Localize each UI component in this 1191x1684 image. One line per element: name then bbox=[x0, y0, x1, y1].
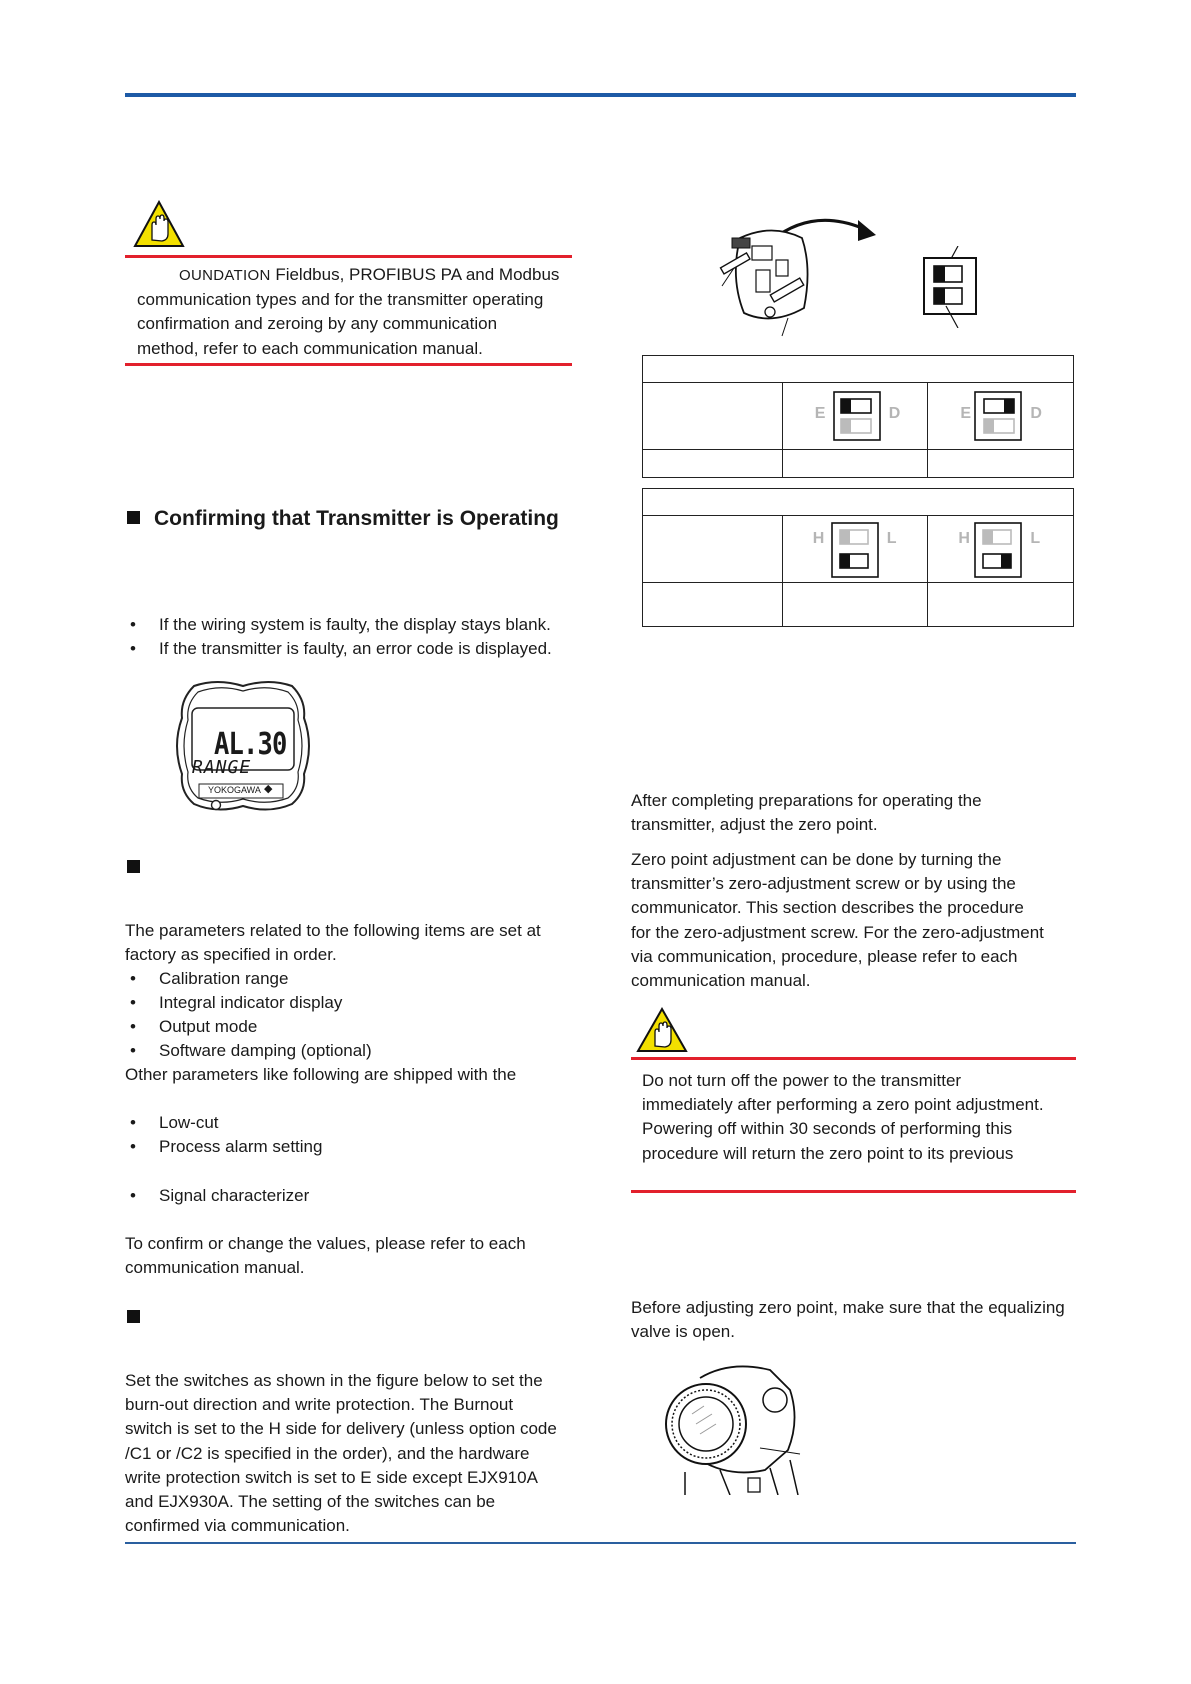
list-item: • Signal characterizer bbox=[130, 1186, 310, 1205]
lcd-display-figure bbox=[172, 678, 314, 814]
caution-top-rule bbox=[631, 1057, 1076, 1060]
zero-para-1: After completing preparations for operating the transmitter, adjust the zero point. bbox=[631, 791, 982, 835]
transmitter-figure bbox=[660, 1360, 810, 1495]
list-item: • Output mode bbox=[130, 1017, 258, 1036]
list-item: • Low-cut bbox=[130, 1113, 219, 1132]
lcd-message: RANGE bbox=[192, 757, 252, 778]
table-cell bbox=[643, 583, 783, 627]
list-item: • Integral indicator display bbox=[130, 993, 343, 1012]
switch-icon bbox=[833, 391, 881, 441]
list-item: • Process alarm setting bbox=[130, 1137, 323, 1156]
cpu-board-figure bbox=[712, 208, 882, 348]
list-item: • Calibration range bbox=[130, 969, 289, 988]
heading-parameters bbox=[127, 856, 154, 876]
footer-rule bbox=[125, 1542, 1076, 1544]
heading-transmitter-operating: Confirming that Transmitter is Operating bbox=[127, 507, 559, 531]
write-protection-table bbox=[642, 355, 1074, 478]
brand-label: YOKOGAWA bbox=[208, 785, 261, 795]
brand-diamond-icon: ◆ bbox=[264, 783, 273, 795]
table-cell bbox=[928, 583, 1074, 627]
switch-icon bbox=[831, 522, 879, 578]
table-header-row bbox=[643, 489, 1074, 516]
switches-text: Set the switches as shown in the figure below to set the burn-out direction and write protection. The Burnout switch is set to the H side for delivery (unless option code /C1 or /C2 is specified in the order), and the hardware write protection switch is set to E side except EJX910A and EJX930A. The setting of the switches can be confirmed via communication. bbox=[125, 1371, 557, 1536]
switch-detail-figure bbox=[922, 246, 982, 328]
switch-setting-h: H L bbox=[782, 516, 928, 583]
params-intro: The parameters related to the following items are set at factory as specified in order. bbox=[125, 921, 541, 965]
table-header-row bbox=[643, 356, 1074, 383]
zero-caution-text: Do not turn off the power to the transmitter immediately after performing a zero point adjustment. Powering off within 30 seconds of performing this procedure will return the zero point to its previous bbox=[642, 1071, 1044, 1163]
list-item: • If the wiring system is faulty, the display stays blank. bbox=[130, 615, 551, 634]
table-cell bbox=[643, 450, 783, 478]
heading-square-icon bbox=[127, 511, 140, 524]
table-cell bbox=[782, 450, 928, 478]
heading-switches bbox=[127, 1306, 154, 1326]
switch-setting-e: E D bbox=[782, 383, 928, 450]
caution-bottom-rule bbox=[125, 363, 572, 366]
zero-para-2: Zero point adjustment can be done by turning the transmitter’s zero-adjustment screw or by using the communicator. This section describes the procedure for the zero-adjustment screw. For the zero-adjustment via communication, procedure, please refer to each communication manual. bbox=[631, 850, 1044, 991]
header-rule bbox=[125, 93, 1076, 97]
heading-square-icon bbox=[127, 860, 140, 873]
caution-bottom-rule bbox=[631, 1190, 1076, 1193]
params-confirm: To confirm or change the values, please refer to each communication manual. bbox=[125, 1234, 526, 1278]
table-cell bbox=[928, 450, 1074, 478]
heading-square-icon bbox=[127, 1310, 140, 1323]
caution-oundation: OUNDATION bbox=[179, 267, 271, 284]
caution-hand-icon bbox=[133, 200, 185, 248]
list-item: • Software damping (optional) bbox=[130, 1041, 372, 1060]
caution-top-rule bbox=[125, 255, 572, 258]
list-item: • If the transmitter is faulty, an error code is displayed. bbox=[130, 639, 552, 658]
table-cell bbox=[643, 383, 783, 450]
switch-icon bbox=[974, 391, 1022, 441]
lcd-error-code: AL.30 bbox=[214, 727, 287, 762]
switch-setting-l: H L bbox=[928, 516, 1074, 583]
switch-setting-d: E D bbox=[928, 383, 1074, 450]
table-cell bbox=[643, 516, 783, 583]
params-other-intro: Other parameters like following are shipped with the bbox=[125, 1065, 517, 1084]
switch-icon bbox=[974, 522, 1022, 578]
equalizing-text: Before adjusting zero point, make sure that the equalizing valve is open. bbox=[631, 1298, 1065, 1342]
caution-hand-icon bbox=[636, 1007, 688, 1053]
burnout-table bbox=[642, 488, 1074, 627]
caution-text: OUNDATION Fieldbus, PROFIBUS PA and Modbus communication types and for the transmitter operating confirmation and zeroing by any communication method, refer to each communication manual. bbox=[137, 265, 560, 358]
table-cell bbox=[782, 583, 928, 627]
